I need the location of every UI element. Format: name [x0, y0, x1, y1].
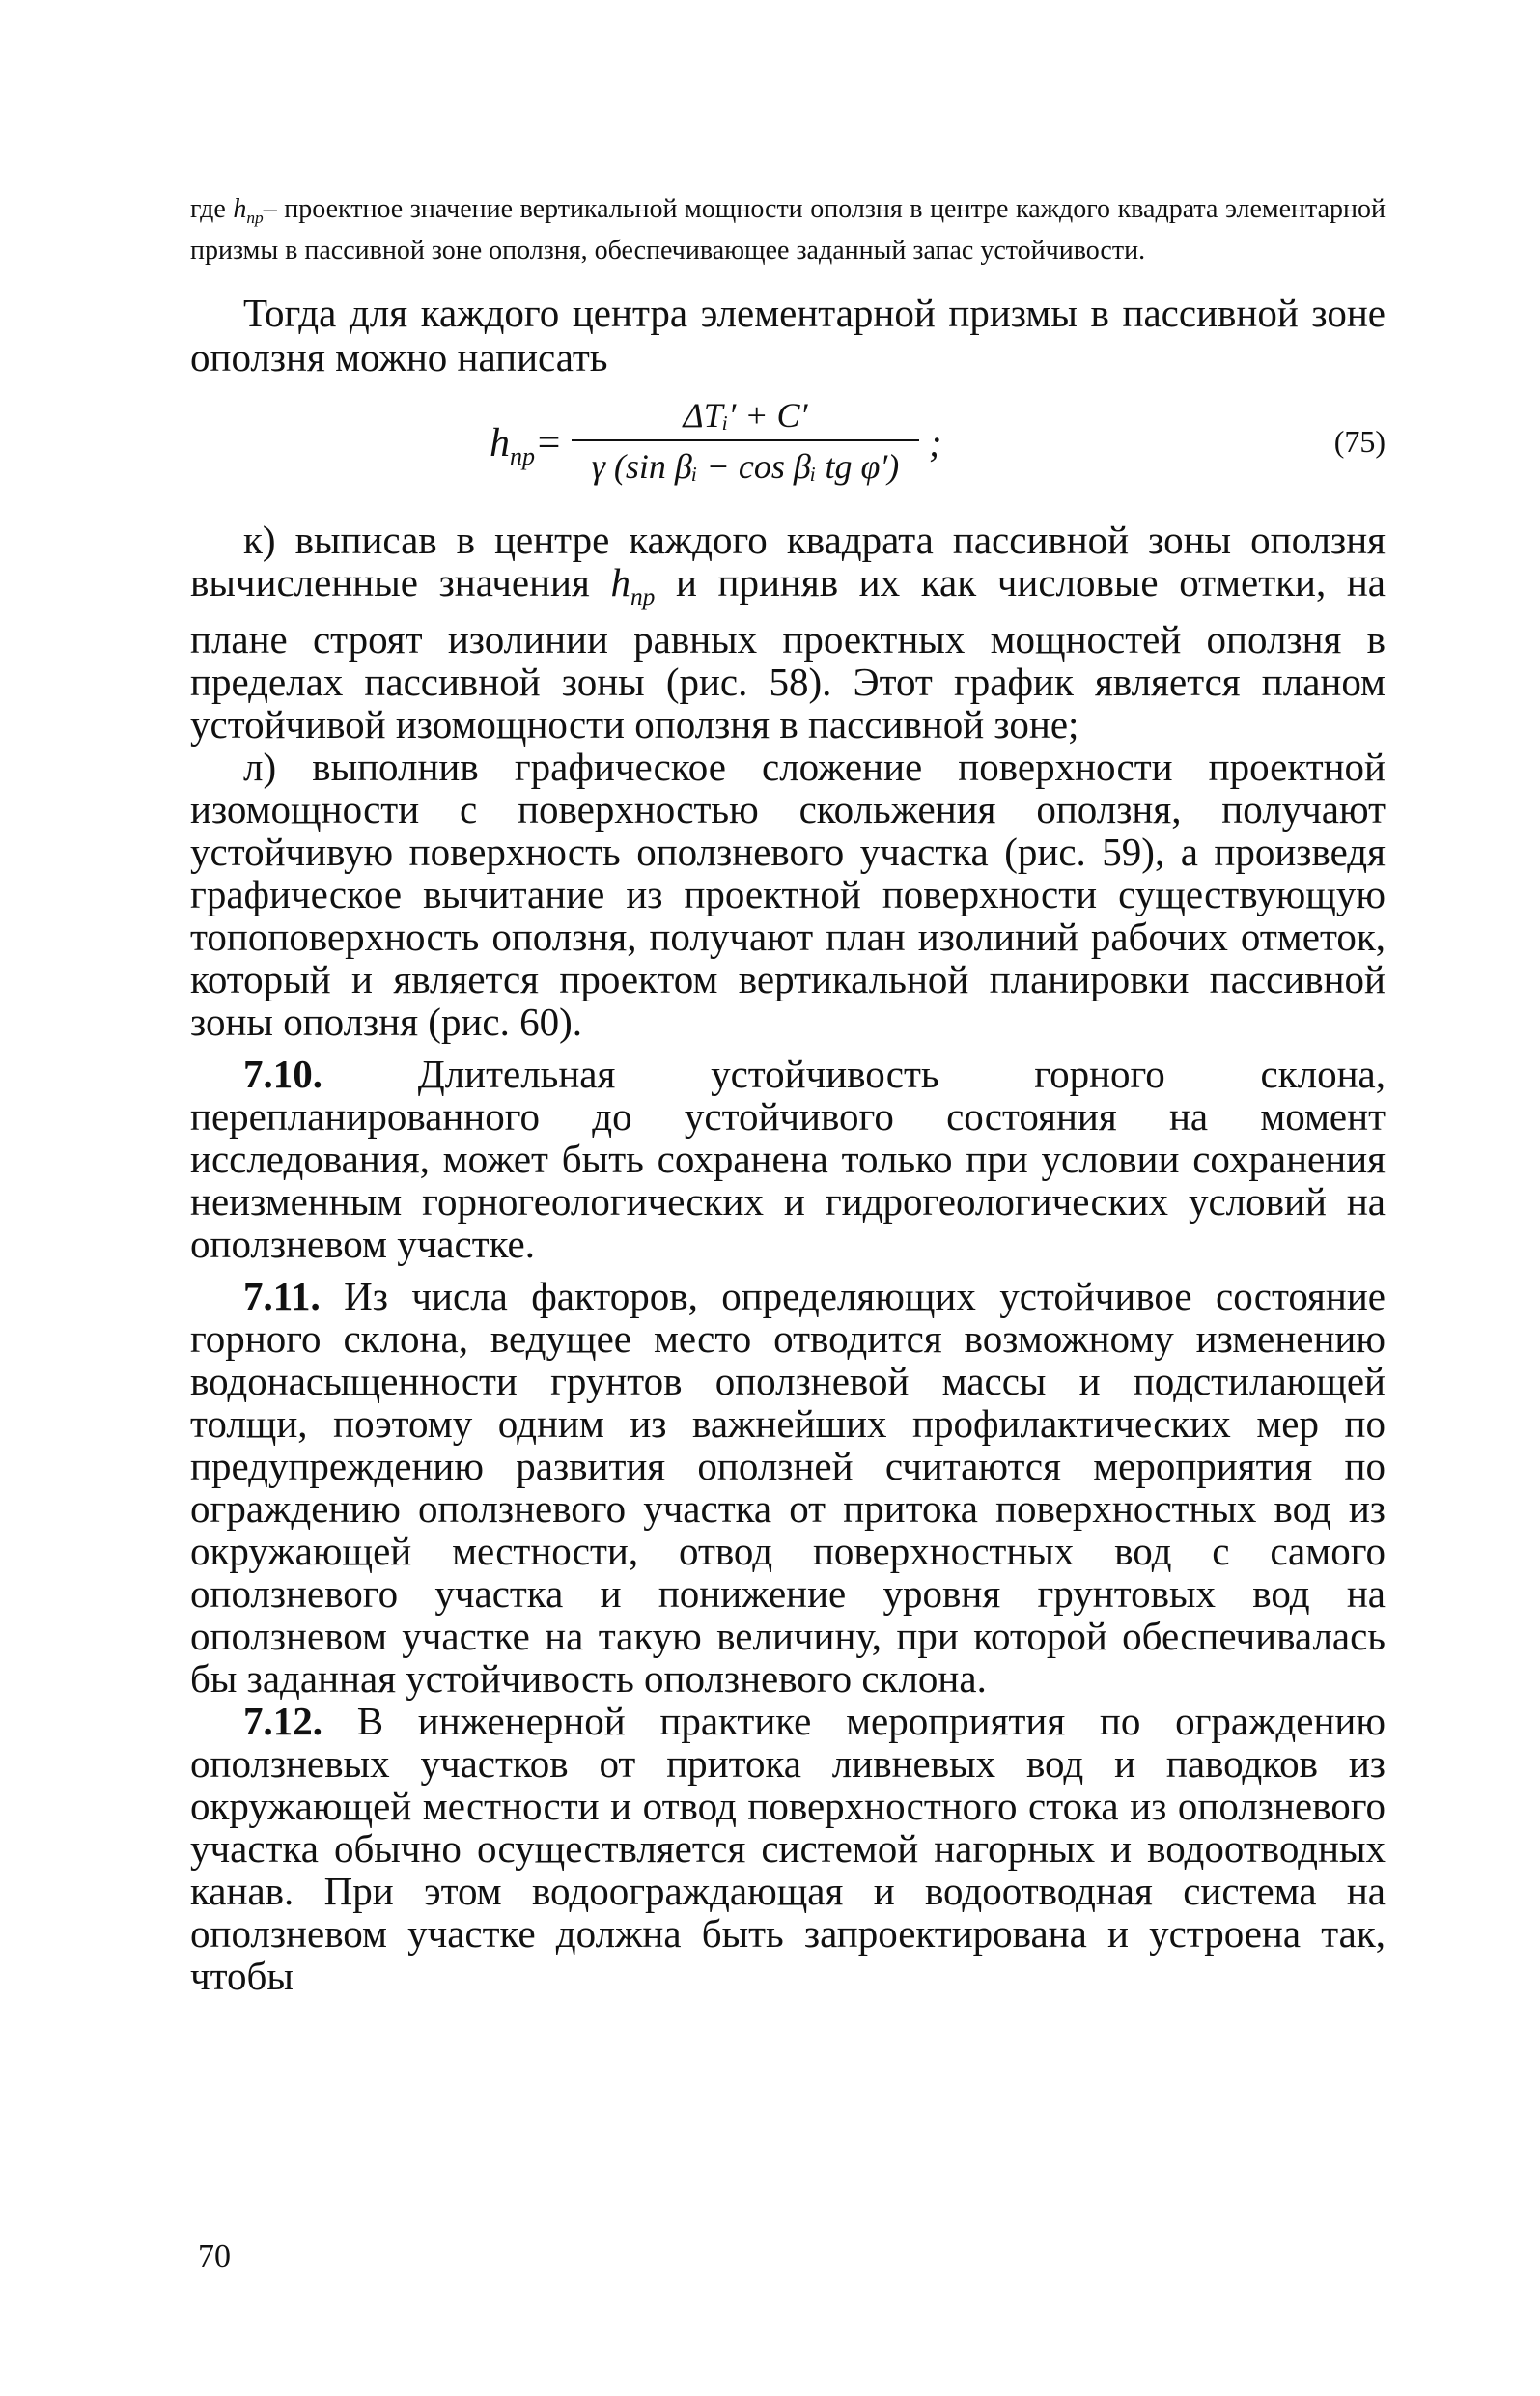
note-symbol-subscript: пр — [246, 209, 264, 228]
section-7-11-text: Из числа факторов, определяющих устойчивое состояние горного склона, ведущее место отводится возможному изменению водонасыщенности грунтов оползневой массы и подстилающей толщи, поэтому одним из важнейших профилактических мер по предупреждению развития оползней считаются мероприятия по ограждению оползневого участка от притока поверхностных вод из окружающей местности, отвод поверхностных вод с самого оползневого участка и понижение уровня грунтовых вод на оползневом участке на такую величину, при которой обеспечивалась бы заданная устойчивость оползневого склона. — [190, 1273, 1386, 1701]
item-k-symbol: h — [610, 560, 630, 606]
formula-75 — [190, 393, 1386, 499]
formula-lhs-symbol: h — [490, 421, 510, 466]
formula-fraction-bar — [572, 439, 919, 441]
formula-number: (75) — [1333, 424, 1386, 460]
formula-denominator: γ (sin βᵢ − cos βᵢ tg φ′) — [591, 447, 900, 487]
page-content — [190, 193, 1386, 1997]
lead-paragraph: Тогда для каждого центра элементарной призмы в пассивной зоне оползня можно написать — [190, 291, 1386, 381]
note-symbol: h — [233, 194, 247, 224]
section-7-11-number: 7.11. — [243, 1273, 321, 1318]
formula-semicolon: ; — [929, 421, 942, 465]
formula-lhs — [490, 420, 562, 471]
formula-equals: = — [535, 421, 563, 466]
item-l: л) выполнив графическое сложение поверхности проектной изомощности с поверхностью скольжения оползня, получают устойчивую поверхность оползневого участка (рис. 59), а произведя графическое вычитание из проектной поверхности существующую топоповерхность оползня, получают план изолиний рабочих отметок, который и является проектом вертикальной планировки пассивной зоны оползня (рис. 60). — [190, 744, 1386, 1044]
note-where: где — [190, 194, 226, 224]
section-7-12-text: В инженерной практике мероприятия по ограждению оползневых участков от притока ливневых вод и паводков из окружающей местности и отвод поверхностного стока из оползневого участка обычно осуществляется системой нагорных и водоотводных канав. При этом водоограждающая и водоотводная система на оползневом участке должна быть запроектирована и устроена так, чтобы — [190, 1698, 1386, 1998]
formula-numerator: ΔTᵢ′ + C′ — [683, 396, 808, 436]
item-k — [190, 519, 1386, 746]
page-number: 70 — [198, 2239, 231, 2274]
section-7-10 — [190, 1053, 1386, 1265]
item-k-post: и приняв их как числовые отметки, на плане строят изолинии равных проектных мощностей оползня в пределах пассивной зоны (рис. 58). Этот график является планом устойчивой изомощности оползня в пассивной зоне; — [190, 560, 1386, 747]
item-k-symbol-subscript: пр — [630, 582, 656, 610]
formula-fraction — [572, 393, 919, 488]
section-7-11 — [190, 1275, 1386, 1700]
formula-lhs-subscript: пр — [510, 442, 536, 471]
section-7-12 — [190, 1700, 1386, 1997]
note-text: – проектное значение вертикальной мощности оползня в центре каждого квадрата элементарной призмы в пассивной зоне оползня, обеспечивающее заданный запас устойчивости. — [190, 194, 1386, 267]
item-k-pre: к) выписав в центре каждого квадрата пассивной зоны оползня вычисленные значения — [190, 518, 1386, 606]
definition-note — [190, 193, 1386, 268]
section-7-10-text: Длительная устойчивость горного склона, перепланированного до устойчивого состояния на момент исследования, может быть сохранена только при условии сохранения неизменным горногеологических и гидрогеологических условий на оползневом участке. — [190, 1051, 1386, 1266]
section-7-12-number: 7.12. — [243, 1698, 322, 1743]
section-7-10-number: 7.10. — [243, 1051, 322, 1096]
